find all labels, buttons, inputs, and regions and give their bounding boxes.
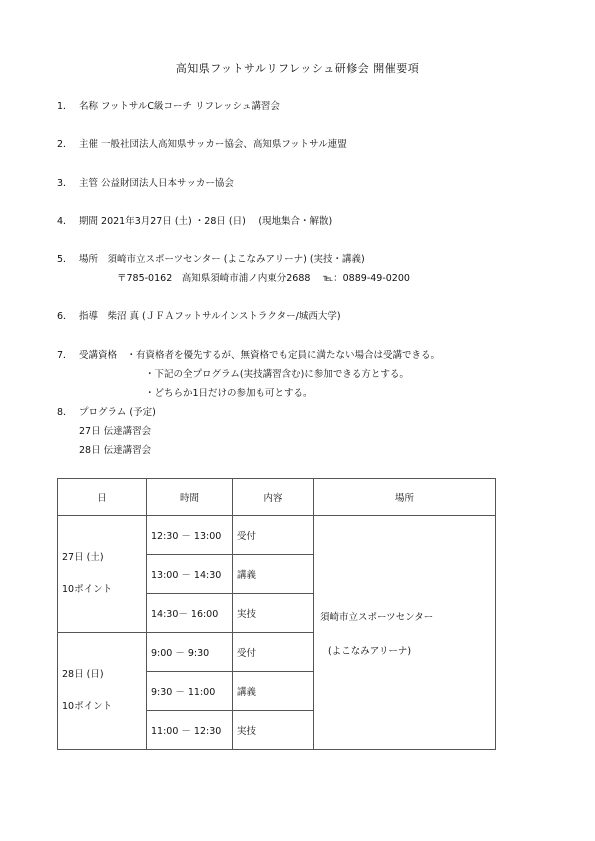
item-instructor bbox=[57, 308, 341, 322]
item-venue-address bbox=[117, 270, 410, 284]
place-subname: (よこなみアリーナ) bbox=[328, 645, 412, 657]
content-cell: 講義 bbox=[233, 672, 314, 711]
day-label: 28日 (日) bbox=[62, 669, 104, 680]
header-place: 場所 bbox=[314, 479, 496, 516]
item-text: 期間 2021年3月27日 (土) ・28日 (日) (現地集合・解散) bbox=[79, 216, 333, 227]
item-text: 主催 一般社団法人高知県サッカー協会、高知県フットサル連盟 bbox=[79, 139, 347, 150]
content-cell: 受付 bbox=[233, 516, 314, 555]
time-cell: 9:00 － 9:30 bbox=[147, 633, 233, 672]
page-title: 高知県フットサルリフレッシュ研修会 開催要項 bbox=[175, 62, 420, 75]
item-text: ・下記の全プログラム(実技講習含む)に参加できる方とする。 bbox=[145, 369, 409, 380]
time-cell: 11:00 － 12:30 bbox=[147, 711, 233, 750]
table-row bbox=[58, 516, 496, 555]
item-text: 28日 伝達講習会 bbox=[79, 445, 152, 456]
item-text: 主管 公益財団法人日本サッカー協会 bbox=[79, 178, 234, 189]
item-number: 6． bbox=[57, 311, 73, 322]
item-period bbox=[57, 213, 332, 227]
item-text: 〒785-0162 高知県須崎市浦ノ内東分2688 ℡：0889-49-0200 bbox=[117, 273, 410, 284]
content-cell: 実技 bbox=[233, 594, 314, 633]
header-time: 時間 bbox=[147, 479, 233, 516]
day-label: 27日 (土) bbox=[62, 552, 104, 563]
item-text: 受講資格 ・有資格者を優先するが、無資格でも定員に満たない場合は受講できる。 bbox=[79, 350, 441, 361]
item-number: 4． bbox=[57, 216, 73, 227]
item-text: プログラム (予定) bbox=[79, 407, 156, 418]
schedule-table bbox=[57, 478, 496, 750]
item-manager bbox=[57, 175, 234, 189]
item-number: 7． bbox=[57, 350, 73, 361]
item-number: 1． bbox=[57, 101, 73, 112]
header-day: 日 bbox=[58, 479, 147, 516]
item-eligibility bbox=[57, 347, 440, 361]
time-cell: 14:30－ 16:00 bbox=[147, 594, 233, 633]
item-text: 名称 フットサルC級コーチ リフレッシュ講習会 bbox=[79, 101, 280, 112]
item-eligibility-note bbox=[145, 366, 409, 380]
time-cell: 9:30 － 11:00 bbox=[147, 672, 233, 711]
item-number: 2． bbox=[57, 139, 73, 150]
item-program-day bbox=[79, 423, 151, 437]
time-cell: 13:00 － 14:30 bbox=[147, 555, 233, 594]
content-cell: 受付 bbox=[233, 633, 314, 672]
day-points: 10ポイント bbox=[62, 701, 113, 712]
item-text: 27日 伝達講習会 bbox=[79, 426, 152, 437]
time-cell: 12:30 － 13:00 bbox=[147, 516, 233, 555]
item-organizer bbox=[57, 136, 347, 150]
item-program bbox=[57, 404, 156, 418]
place-name: 須崎市立スポーツセンター bbox=[320, 611, 434, 623]
item-text: ・どちらか1日だけの参加も可とする。 bbox=[145, 388, 313, 399]
content-cell: 実技 bbox=[233, 711, 314, 750]
item-text: 場所 須崎市立スポーツセンター (よこなみアリーナ) (実技・講義) bbox=[79, 254, 365, 265]
place-cell bbox=[314, 516, 496, 750]
item-number: 3． bbox=[57, 178, 73, 189]
table-header-row bbox=[58, 479, 496, 516]
day-cell bbox=[58, 633, 147, 750]
content-cell: 講義 bbox=[233, 555, 314, 594]
item-name bbox=[57, 98, 280, 112]
item-number: 8． bbox=[57, 407, 73, 418]
item-text: 指導 柴沼 真 (ＪＦＡフットサルインストラクター/城西大学) bbox=[79, 311, 341, 322]
item-venue bbox=[57, 251, 365, 265]
item-eligibility-note bbox=[145, 385, 313, 399]
day-cell bbox=[58, 516, 147, 633]
header-content: 内容 bbox=[233, 479, 314, 516]
item-number: 5． bbox=[57, 254, 73, 265]
item-program-day bbox=[79, 442, 151, 456]
day-points: 10ポイント bbox=[62, 584, 113, 595]
